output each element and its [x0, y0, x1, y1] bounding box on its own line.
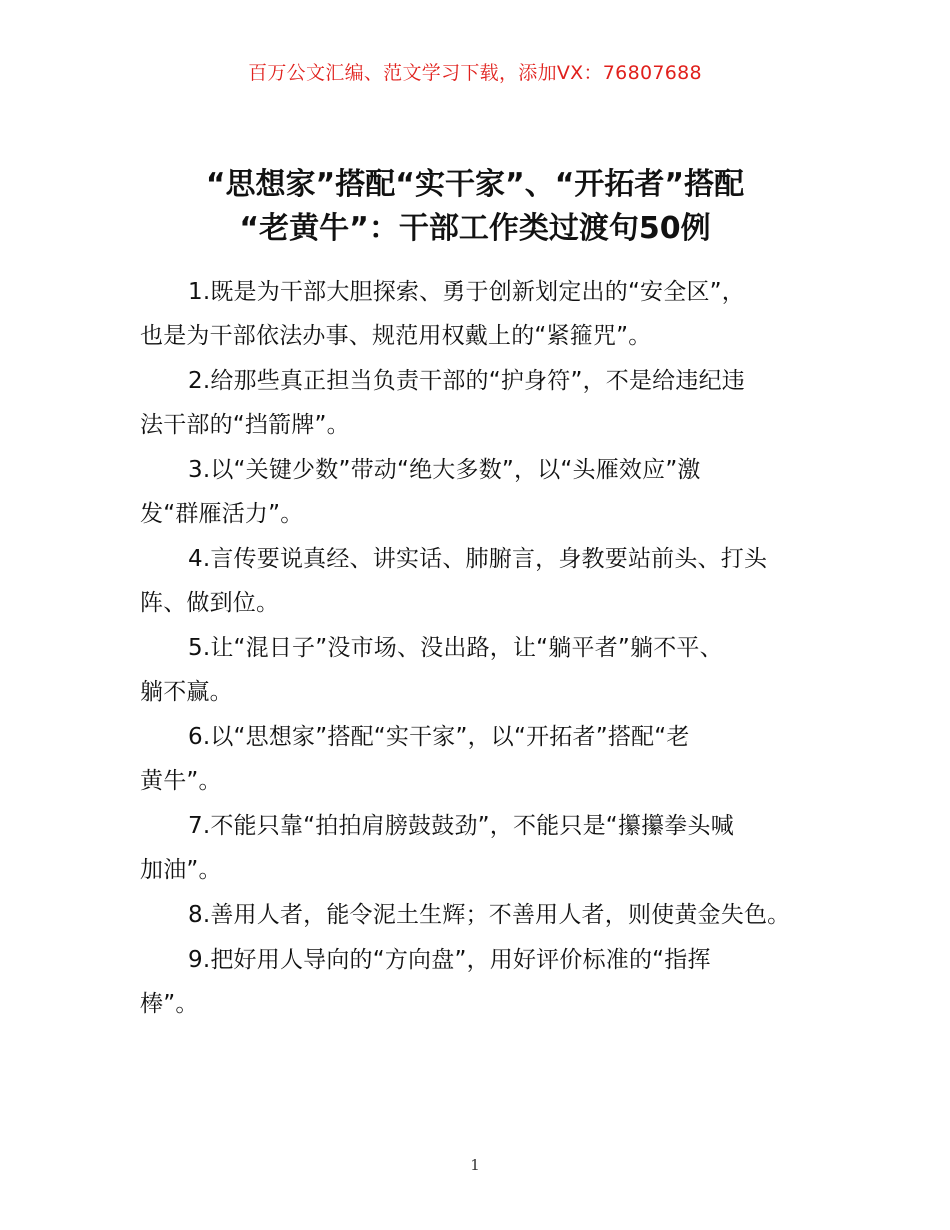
item-line: 法干部的“挡箭牌”。 — [140, 412, 350, 438]
item-line: 1.既是为干部大胆探索、勇于创新划定出的“安全区”， — [188, 279, 745, 305]
list-item-3 — [140, 448, 820, 536]
list-item-4 — [140, 537, 820, 625]
document-title — [120, 163, 830, 251]
list-item-7 — [140, 804, 820, 892]
item-line: 8.善用人者，能令泥土生辉；不善用人者，则使黄金失色。 — [188, 902, 791, 928]
item-line: 9.把好用人导向的“方向盘”，用好评价标准的“指挥 — [188, 947, 711, 973]
header-note: 百万公文汇编、范文学习下载，添加VX：76807688 — [248, 62, 702, 84]
list-item-2 — [140, 359, 820, 447]
page-number: 1 — [470, 1156, 480, 1174]
item-line: 黄牛”。 — [140, 768, 222, 794]
list-item-1 — [140, 270, 820, 358]
item-line: 阵、做到位。 — [140, 590, 280, 616]
item-line: 3.以“关键少数”带动“绝大多数”，以“头雁效应”激 — [188, 457, 701, 483]
list-item-6 — [140, 715, 820, 803]
item-line: 7.不能只靠“拍拍肩膀鼓鼓劲”，不能只是“攥攥拳头喊 — [188, 813, 734, 839]
item-line: 躺不赢。 — [140, 679, 233, 705]
item-line: 6.以“思想家”搭配“实干家”，以“开拓者”搭配“老 — [188, 724, 690, 750]
item-line: 也是为干部依法办事、规范用权戴上的“紧箍咒”。 — [140, 323, 652, 349]
title-line-2: “老黄牛”：干部工作类过渡句50例 — [239, 211, 711, 246]
item-line: 4.言传要说真经、讲实话、肺腑言，身教要站前头、打头 — [188, 546, 768, 572]
item-line: 棒”。 — [140, 991, 199, 1017]
list-item-8 — [140, 893, 820, 937]
item-line: 发“群雁活力”。 — [140, 501, 304, 527]
item-line: 2.给那些真正担当负责干部的“护身符”，不是给违纪违 — [188, 368, 745, 394]
list-item-9 — [140, 938, 820, 1026]
item-line: 5.让“混日子”没市场、没出路，让“躺平者”躺不平、 — [188, 635, 723, 661]
item-list — [140, 270, 820, 1027]
item-line: 加油”。 — [140, 857, 222, 883]
list-item-5 — [140, 626, 820, 714]
title-line-1: “思想家”搭配“实干家”、“开拓者”搭配 — [205, 167, 745, 202]
